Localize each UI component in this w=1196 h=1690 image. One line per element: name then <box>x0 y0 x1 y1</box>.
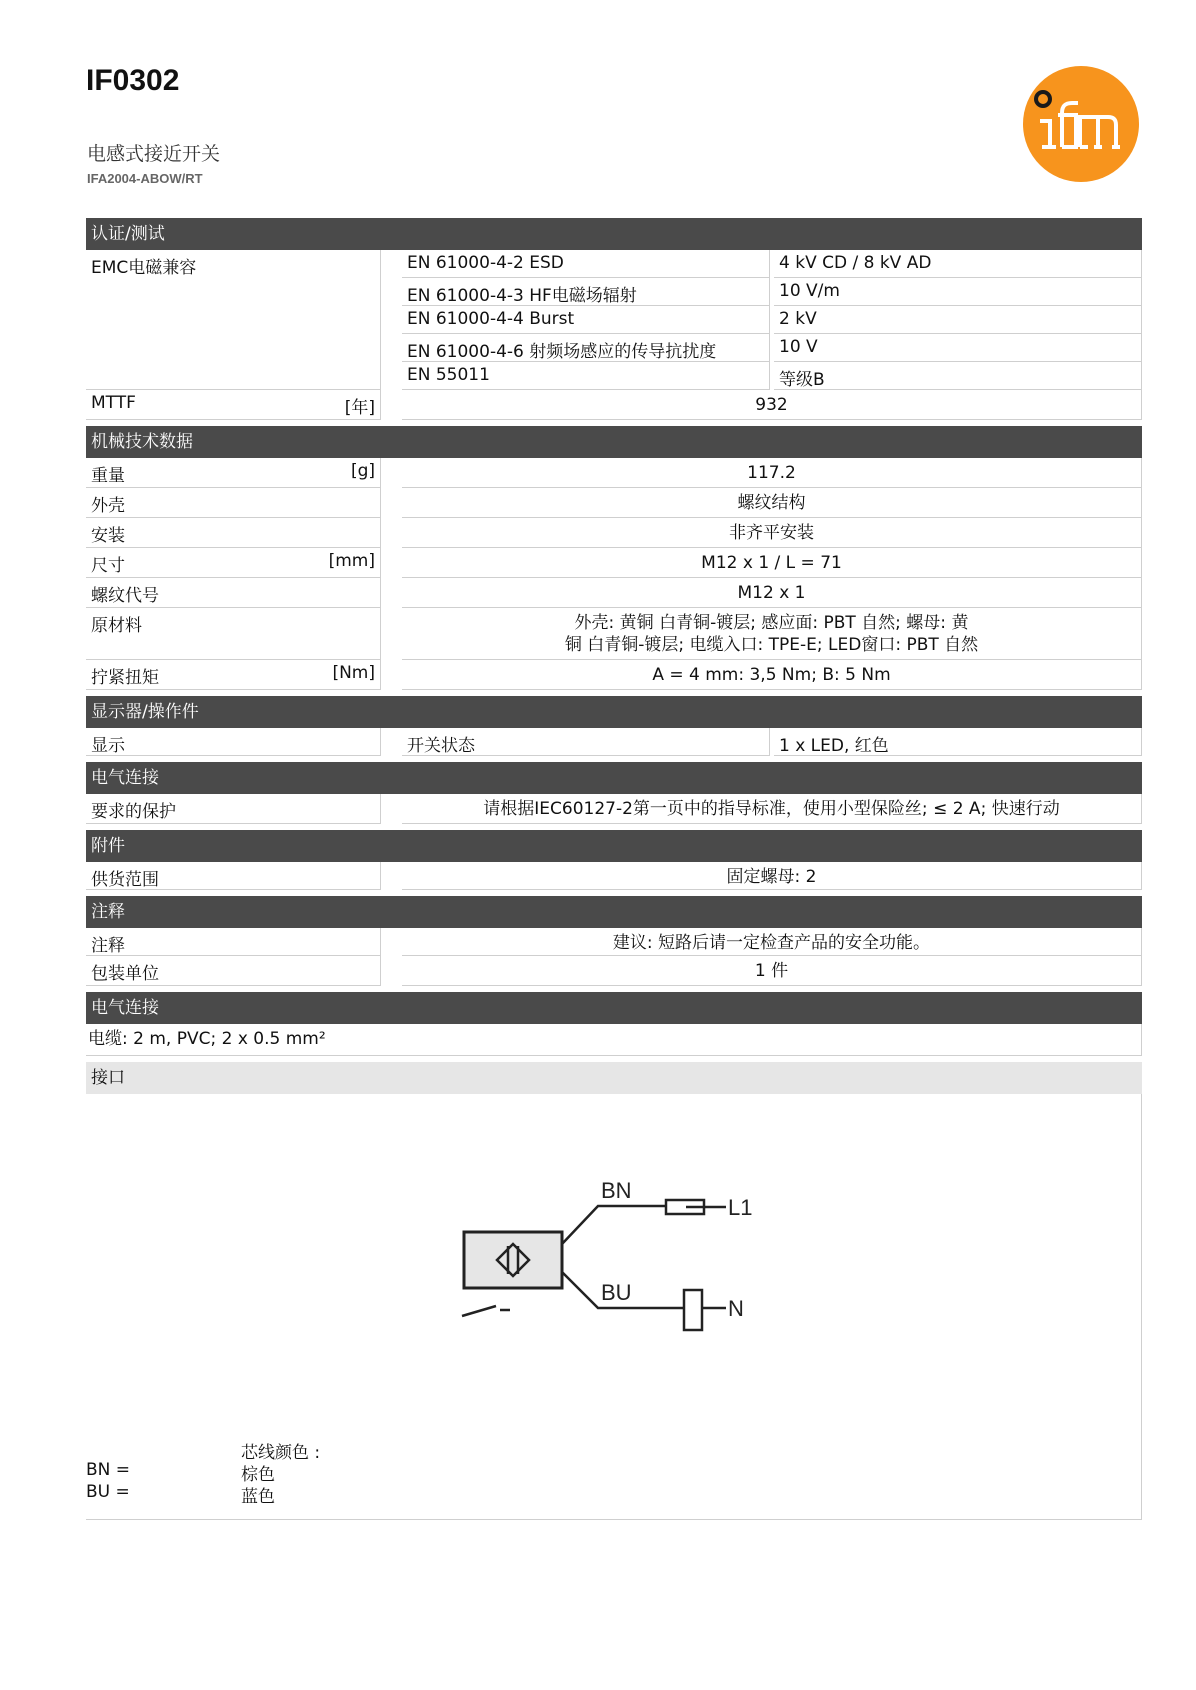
section-electrical: 电气连接 <box>86 762 1142 794</box>
interface-header: 接口 <box>86 1062 1142 1094</box>
emc-standard: EN 55011 <box>407 365 490 385</box>
load-symbol <box>684 1290 702 1330</box>
material-row <box>86 608 1142 660</box>
ifm-logo <box>1022 65 1140 183</box>
packaging-row <box>86 956 1142 986</box>
weight-row <box>86 458 1142 488</box>
note-label: 注释 <box>91 936 125 956</box>
packaging-label: 包装单位 <box>91 964 159 984</box>
emc-sub-row <box>402 334 1142 362</box>
material-line: 铜 白青铜-镀层; 电缆入口: TPE-E; LED窗口: PBT 自然 <box>564 635 979 655</box>
emc-row <box>86 250 1142 390</box>
section-mechanical: 机械技术数据 <box>86 426 1142 458</box>
product-type: 电感式接近开关 <box>87 143 221 165</box>
thread-value: M12 x 1 <box>737 583 806 603</box>
torque-row <box>86 660 1142 690</box>
wiring-diagram-box <box>86 1094 1142 1520</box>
weight-value: 117.2 <box>747 463 796 483</box>
terminal-label-n: N <box>728 1296 744 1321</box>
mounting-label: 安装 <box>91 526 125 546</box>
section-accessories: 附件 <box>86 830 1142 862</box>
mounting-row <box>86 518 1142 548</box>
display-row <box>86 728 1142 756</box>
section-notes: 注释 <box>86 896 1142 928</box>
torque-value: A = 4 mm: 3,5 Nm; B: 5 Nm <box>652 665 891 685</box>
emc-standard: EN 61000-4-3 HF电磁场辐射 <box>407 286 637 306</box>
emc-value: 2 kV <box>779 309 817 329</box>
housing-row <box>86 488 1142 518</box>
product-code: IF0302 <box>86 64 180 97</box>
mttf-unit: [年] <box>344 398 375 418</box>
section-certification: 认证/测试 <box>86 218 1142 250</box>
emc-sub-row <box>402 306 1142 334</box>
emc-value: 10 V <box>779 337 818 357</box>
display-item: 开关状态 <box>407 736 475 756</box>
dimensions-row <box>86 548 1142 578</box>
weight-unit: [g] <box>350 461 375 481</box>
mttf-label: MTTF <box>91 393 136 413</box>
note-value: 建议: 短路后请一定检查产品的安全功能。 <box>612 933 931 953</box>
emc-standard: EN 61000-4-2 ESD <box>407 253 564 273</box>
packaging-value: 1 件 <box>754 961 789 981</box>
section-display: 显示器/操作件 <box>86 696 1142 728</box>
article-number: IFA2004-ABOW/RT <box>87 171 203 186</box>
cable-spec: 电缆: 2 m, PVC; 2 x 0.5 mm² <box>86 1024 1142 1056</box>
display-label: 显示 <box>91 736 125 756</box>
torque-label: 拧紧扭矩 <box>91 668 159 688</box>
display-value: 1 x LED, 红色 <box>779 736 889 756</box>
dimensions-unit: [mm] <box>328 551 375 571</box>
material-line: 外壳: 黄铜 白青铜-镀层; 感应面: PBT 自然; 螺母: 黄 <box>574 613 969 633</box>
legend-bu-key: BU = <box>86 1482 130 1502</box>
weight-label: 重量 <box>91 466 125 486</box>
emc-value: 4 kV CD / 8 kV AD <box>779 253 932 273</box>
emc-standard: EN 61000-4-4 Burst <box>407 309 575 329</box>
legend-bn-value: 棕色 <box>241 1465 275 1485</box>
protection-value: 请根据IEC60127-2第一页中的指导标准，使用小型保险丝; ≤ 2 A; 快速行动 <box>483 799 1060 819</box>
dimensions-value: M12 x 1 / L = 71 <box>701 553 842 573</box>
wiring-diagram <box>456 1182 786 1342</box>
emc-sub-row <box>402 278 1142 306</box>
torque-unit: [Nm] <box>332 663 375 683</box>
accessories-label: 供货范围 <box>91 870 159 890</box>
material-label: 原材料 <box>91 616 142 636</box>
thread-row <box>86 578 1142 608</box>
emc-value: 等级B <box>779 370 825 390</box>
protection-row <box>86 794 1142 824</box>
terminal-label-l1: L1 <box>728 1195 753 1220</box>
wire-label-bn: BN <box>601 1182 632 1203</box>
note-row <box>86 928 1142 956</box>
mttf-row <box>86 390 1142 420</box>
emc-label: EMC电磁兼容 <box>91 258 197 278</box>
emc-sub-row <box>402 362 1142 390</box>
emc-sub-row <box>402 250 1142 278</box>
emc-standard: EN 61000-4-6 射频场感应的传导抗扰度 <box>407 342 717 362</box>
accessories-value: 固定螺母: 2 <box>726 867 817 887</box>
legend-heading: 芯线颜色 : <box>241 1443 321 1463</box>
mounting-value: 非齐平安装 <box>729 523 814 543</box>
thread-label: 螺纹代号 <box>91 586 159 606</box>
dimensions-label: 尺寸 <box>91 556 125 576</box>
legend-bu-value: 蓝色 <box>241 1487 275 1507</box>
accessories-row <box>86 862 1142 890</box>
protection-label: 要求的保护 <box>91 802 176 822</box>
legend-bn-key: BN = <box>86 1460 131 1480</box>
wire-label-bu: BU <box>601 1280 632 1305</box>
housing-value: 螺纹结构 <box>737 493 806 513</box>
datasheet <box>86 218 1142 1520</box>
mttf-value: 932 <box>755 395 788 415</box>
housing-label: 外壳 <box>91 496 125 516</box>
emc-value: 10 V/m <box>779 281 840 301</box>
section-electrical-connection: 电气连接 <box>86 992 1142 1024</box>
